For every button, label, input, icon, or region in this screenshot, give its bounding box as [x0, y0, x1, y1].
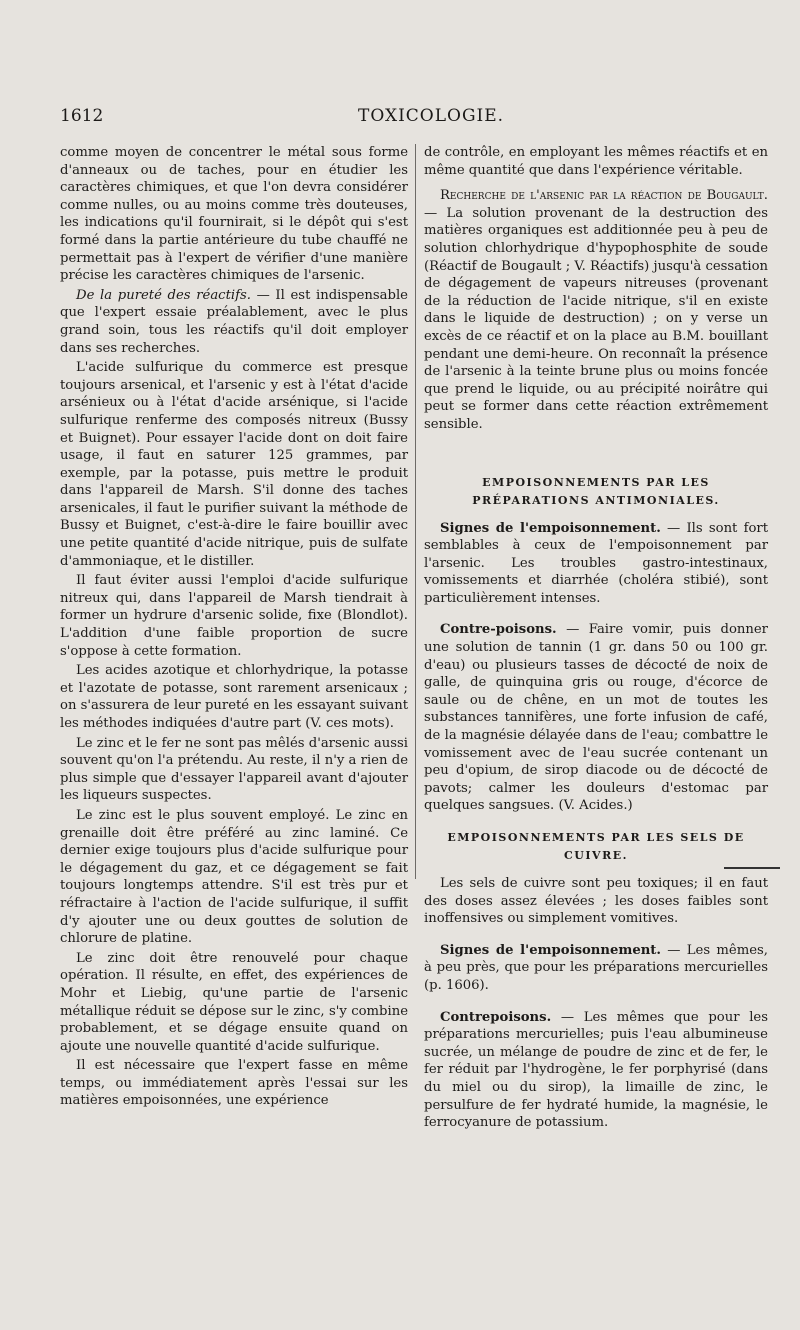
paragraph: de contrôle, en employant les mêmes réactifs et en même quantité que dans l'expérience véritable.	[424, 145, 768, 178]
right-column	[424, 144, 768, 1132]
section-title: EMPOISONNEMENTS PAR LES SELS DE CUIVRE.	[447, 831, 745, 862]
paragraph: Signes de l'empoisonnement. — Ils sont fort semblables à ceux de l'empoisonnement par l'arsenic. Les troubles gastro-intestinaux, vomissements et diarrhée (choléra stibié), sont particulièrement intenses.	[424, 520, 768, 606]
paragraph: L'acide sulfurique du commerce est presque toujours arsenical, et l'arsenic y est à l'état d'acide arsénieux ou à l'état d'acide arsénique, si l'acide sulfurique renferme des composés nitreux (Bussy et Buignet). Pour essayer l'acide dont on doit faire usage, il faut en saturer 125 grammes, par exemple, par la potasse, puis mettre le produit dans l'appareil de Marsh. S'il donne des taches arsenicales, il faut le purifier suivant la méthode de Bussy et Buignet, c'est-à-dire le faire bouillir avec une petite quantité d'acide nitrique, puis de sulfate d'ammoniaque, et le distiller.	[60, 360, 408, 569]
paragraph: Il est nécessaire que l'expert fasse en même temps, ou immédiatement après l'essai sur les matières empoisonnées, une expérience	[60, 1058, 408, 1109]
running-title: TOXICOLOGIE.	[358, 106, 505, 126]
section-rule	[724, 867, 780, 869]
running-head	[60, 106, 760, 130]
section-antimoniales	[424, 474, 768, 816]
paragraph: Le zinc doit être renouvelé pour chaque opération. Il résulte, en effet, des expériences de Mohr et Liebig, qu'une partie de l'arsenic métallique réduit se dépose sur le zinc, s'y combine probablement, et se dégage ensuite quand on ajoute une nouvelle quantité d'acide sulfurique.	[60, 950, 408, 1054]
column-divider	[415, 144, 416, 879]
subsection-title: Recherche de l'arsenic par la réaction de Bougault.	[440, 188, 768, 204]
paragraph: Les sels de cuivre sont peu toxiques; il en faut des doses assez élevées ; les doses faibles sont inoffensives ou simplement vomitives.	[424, 876, 768, 927]
paragraph: Recherche de l'arsenic par la réaction de Bougault. — La solution provenant de la destruction des matières organiques est additionnée peu à peu de solution chlorhydrique d'hypophosphite de soude (Réactif de Bougault ; V. Réactifs) jusqu'à cessation de dégagement de vapeurs nitreuses (provenant de la réduction de l'acide nitrique, s'il en existe dans le liquide de destruction) ; on y verse un excès de ce réactif et on la place au B.M. bouillant pendant une demi-heure. On reconnaît la présence de l'arsenic à la teinte brune plus ou moins foncée que prend le liquide, ou au précipité noirâtre qui peut se former dans cette réaction extrêmement sensible.	[424, 188, 769, 432]
paragraph: Contre-poisons. — Faire vomir, puis donner une solution de tannin (1 gr. dans 50 ou 100 gr. d'eau) ou plusieurs tasses de décocté de noix de galle, de quinquina gris ou rouge, d'écorce de saule ou de chêne, en un mot de toutes les substances tannifères, une forte infusion de café, de la magnésie délayée dans de l'eau; combattre le vomissement avec de l'eau sucrée contenant un peu d'opium, de sirop diacode ou de décocté de pavots; calmer les douleurs d'estomac par quelques sangsues. (V. Acides.)	[424, 622, 768, 814]
paragraph: Contrepoisons. — Les mêmes que pour les préparations mercurielles; puis l'eau albumineuse sucrée, un mélange de poudre de zinc et de fer, le fer réduit par l'hydrogène, le fer porphyrisé (dans du miel ou du sirop), la limaille de zinc, le persulfure de fer hydraté humide, la magnésie, le ferrocyanure de potassium.	[424, 1009, 768, 1131]
section-title: EMPOISONNEMENTS PAR LES PRÉPARATIONS ANTIMONIALES.	[472, 475, 720, 507]
subsection-title: Signes de l'empoisonnement.	[440, 942, 661, 958]
paragraph: Le zinc et le fer ne sont pas mêlés d'arsenic aussi souvent qu'on l'a prétendu. Au reste, il n'y a rien de plus simple que d'essayer l'appareil avant d'ajouter les liqueurs suspectes.	[60, 735, 408, 804]
paragraph: Le zinc est le plus souvent employé. Le zinc en grenaille doit être préféré au zinc laminé. Ce dernier exige toujours plus d'acide sulfurique pour le dégagement du gaz, et ce dégagement se fait toujours longtemps attendre. S'il est très pur et réfractaire à l'action de l'acide sulfurique, il suffit d'y ajouter une ou deux gouttes de solution de chlorure de platine.	[60, 807, 408, 947]
paragraph: De la pureté des réactifs. — Il est indispensable que l'expert essaie préalablement, avec le plus grand soin, tous les réactifs qu'il doit employer dans ses recherches.	[60, 287, 408, 356]
page-number: 1612	[60, 106, 104, 126]
paragraph: Il faut éviter aussi l'emploi d'acide sulfurique nitreux qui, dans l'appareil de Marsh tiendrait à former un hydrure d'arsenic solide, fixe (Blondlot). L'addition d'une faible proportion de sucre s'oppose à cette formation.	[60, 573, 408, 659]
subsection-title: Contre-poisons.	[440, 622, 557, 638]
paragraph: comme moyen de concentrer le métal sous forme d'anneaux ou de taches, pour en étudier les caractères chimiques, et que l'on devra considérer comme nulles, ou au moins comme très douteuses, les indications qu'il fournirait, si le dépôt qui s'est formé dans la partie antérieure du tube chauffé ne permettait pas à l'expert de vérifier d'une manière précise les caractères chimiques de l'arsenic.	[60, 145, 408, 284]
left-column	[60, 144, 408, 1110]
paragraph: Signes de l'empoisonnement. — Les mêmes, à peu près, que pour les préparations mercurielles (p. 1606).	[424, 942, 768, 993]
subsection-title: Signes de l'empoisonnement.	[440, 520, 661, 536]
paragraph: Les acides azotique et chlorhydrique, la potasse et l'azotate de potasse, sont rarement arsenicaux ; on s'assurera de leur pureté en les essayant suivant les méthodes indiquées d'autre part (V. ces mots).	[60, 663, 408, 731]
subsection-title: Contrepoisons.	[440, 1009, 552, 1025]
section-cuivre	[424, 829, 768, 1132]
subsection-title: De la pureté des réactifs.	[76, 287, 251, 303]
